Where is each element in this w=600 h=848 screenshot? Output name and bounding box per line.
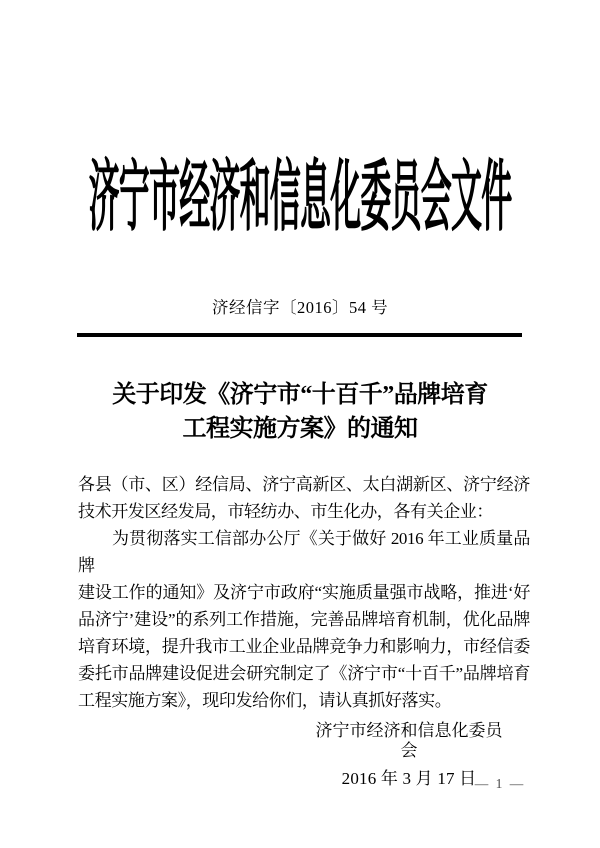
- body-line: 建设工作的通知》及济宁市政府“实施质量强市战略，推进‘好: [78, 583, 530, 602]
- document-header-banner: [0, 153, 600, 241]
- body-line: 各县（市、区）经信局、济宁高新区、太白湖新区、济宁经济: [78, 475, 530, 494]
- body-line: 品济宁’建设”的系列工作措施，完善品牌培育机制，优化品牌: [78, 610, 530, 629]
- document-title: [0, 378, 600, 446]
- issuing-authority-title: 济宁市经济和信息化委员会文件: [88, 153, 512, 241]
- body-line: 委托市品牌建设促进会研究制定了《济宁市“十百千”品牌培育: [78, 664, 530, 683]
- body-line: 为贯彻落实工信部办公厅《关于做好 2016 年工业质量品牌: [78, 529, 530, 575]
- document-body: [78, 471, 530, 714]
- body-line: 技术开发区经发局，市轻纺办、市生化办，各有关企业：: [78, 502, 493, 521]
- body-line: 工程实施方案》，现印发给你们，请认真抓好落实。: [78, 691, 452, 710]
- document-number: 济经信字〔2016〕54 号: [211, 298, 389, 317]
- document-title-line-1: 关于印发《济宁市“十百千”品牌培育: [112, 382, 488, 408]
- issuing-authority-signature: 济宁市经济和信息化委员会: [315, 721, 503, 760]
- document-title-line-2: 工程实施方案》的通知: [182, 416, 418, 442]
- body-line: 培育环境，提升我市工业企业品牌竞争力和影响力，市经信委: [78, 637, 530, 656]
- header-divider-rule: [77, 333, 522, 337]
- document-date: 2016 年 3 月 17 日: [341, 769, 477, 788]
- page-number: — 1 —: [474, 776, 526, 791]
